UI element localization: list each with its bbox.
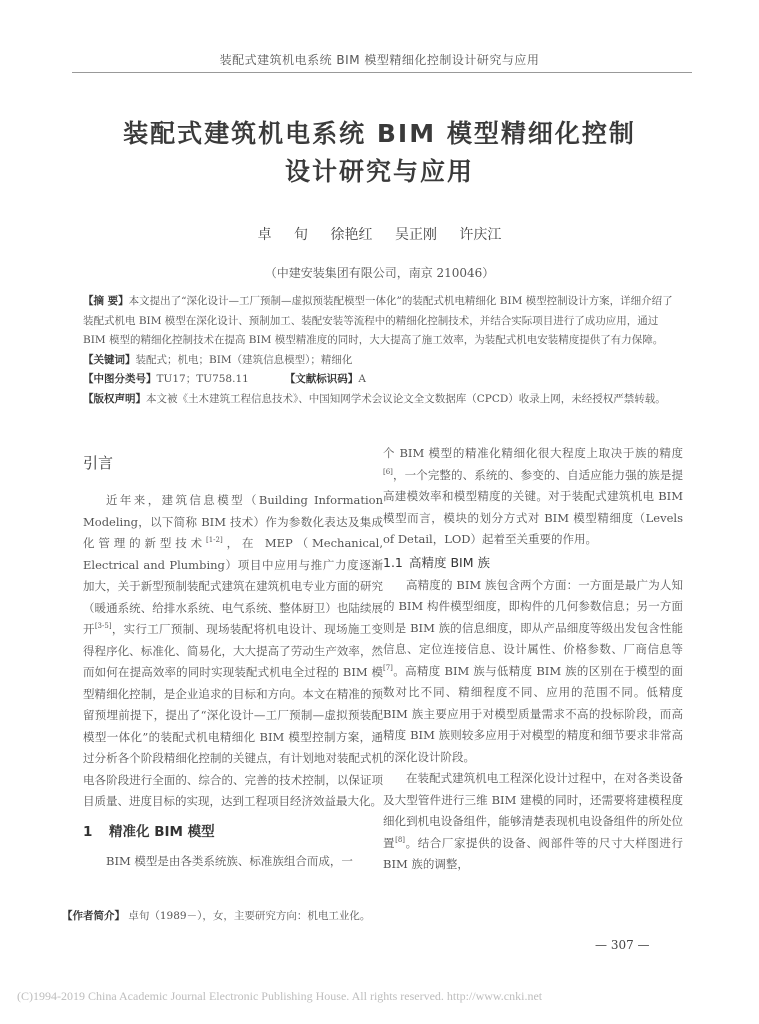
intro-heading: 引言 bbox=[83, 454, 114, 472]
keywords-text: 装配式；机电；BIM（建筑信息模型）；精细化 bbox=[135, 353, 353, 366]
abstract-block bbox=[83, 292, 679, 409]
footer-copyright: (C)1994-2019 China Academic Journal Electronic Publishing House. All rights reserved. http://www.cnki.net bbox=[17, 989, 543, 1003]
page-number: — 307 — bbox=[595, 938, 650, 952]
affiliation: （中建安装集团有限公司，南京 210046） bbox=[264, 266, 495, 280]
author-note bbox=[62, 908, 370, 923]
subsection-number: 1.1 bbox=[383, 554, 403, 570]
author-list: 卓 旬 徐艳红 吴正刚 许庆江 bbox=[257, 227, 502, 243]
author-note-label: 【作者简介】 bbox=[62, 910, 125, 922]
text-run: 。高精度 BIM 族与低精度 BIM 族的区别在于模型的面数对比不同、精细程度不同、应用的范围不同。低精度 BIM 族主要应用于对模型质量需求不高的投标阶段，而高精度 BIM 族则较多应用于对模型的精度和细节要求非常高的深化设计阶段。 bbox=[383, 663, 683, 764]
title-line-2: 设计研究与应用 bbox=[284, 157, 474, 186]
section-1-paragraph: BIM 模型是由各类系统族、标准族组合而成，一 bbox=[106, 853, 353, 868]
abstract-text: 本文提出了“深化设计—工厂预制—虚拟预装配模型一体化”的装配式机电精细化 BIM 模型控制设计方案，详细介绍了装配式机电 BIM 模型在深化设计、预制加工、装配安装等流程中的精细化控制技术，并结合实际项目进行了成功应用，通过 BIM 模型的精细化控制技术在提高 BIM 模型精准度的同时，大大提高了施工效率，为装配式机电安装精度提供了有力保障。 bbox=[83, 295, 673, 346]
paper-title bbox=[0, 115, 759, 191]
author-note-text: 卓旬（1989－），女，主要研究方向：机电工业化。 bbox=[128, 910, 371, 922]
copyright-label: 【版权声明】 bbox=[83, 392, 146, 405]
clc-label: 【中图分类号】 bbox=[83, 373, 157, 385]
text-run: 个 BIM 模型的精准化精细化很大程度上取决于族的精度 bbox=[383, 446, 683, 460]
section-1-heading bbox=[83, 821, 383, 843]
intro-paragraph bbox=[83, 490, 383, 813]
keywords bbox=[83, 351, 679, 371]
text-run: ，一个完整的、系统的、参变的、自适应能力强的族是提高建模效率和模型精度的关键。对于装配式建筑机电 BIM 模型而言，模块的划分方式对 BIM 模型精细度（Levels of Detail，LOD）起着至关重要的作用。 bbox=[383, 467, 683, 546]
keywords-label: 【关键词】 bbox=[83, 353, 136, 366]
subsection-title: 高精度 BIM 族 bbox=[409, 554, 490, 570]
text-run: 高精度的 BIM 族包含两个方面：一方面是最广为人知的 BIM 构件模型细度，即构件的几何参数信息；另一方面则是 BIM 族的信息细度，即从产品细度等级出发包含性能信息、定位连接信息、设计属性、价格参数、厂商信息等 bbox=[383, 577, 683, 656]
paragraph bbox=[383, 575, 683, 769]
citation: [1-2] bbox=[205, 536, 223, 545]
right-column bbox=[383, 443, 683, 876]
doc-code-label: 【文献标识码】 bbox=[284, 373, 359, 385]
citation: [6] bbox=[383, 467, 393, 476]
left-column bbox=[83, 452, 383, 872]
doc-code: A bbox=[358, 373, 366, 385]
title-line-1: 装配式建筑机电系统 BIM 模型精细化控制 bbox=[123, 119, 636, 148]
abstract bbox=[83, 292, 679, 351]
paragraph bbox=[383, 768, 683, 876]
classification bbox=[83, 370, 679, 390]
section-title: 精准化 BIM 模型 bbox=[109, 823, 215, 840]
text-run: ，在 MEP（Mechanical, Electrical and Plumbing）项目中应用与推广力度逐渐加大，关于新型预制装配式建筑在建筑机电专业方面的研究（暖通系统、给排水系统、电气系统、整体厨卫）也陆续展开 bbox=[83, 536, 384, 636]
copyright-statement bbox=[83, 390, 679, 410]
subsection-1-1-heading bbox=[383, 552, 683, 574]
section-number: 1 bbox=[83, 823, 93, 840]
running-head: 装配式建筑机电系统 BIM 模型精细化控制设计研究与应用 bbox=[219, 53, 540, 67]
clc-number: TU17；TU758.11 bbox=[156, 373, 249, 385]
citation: [8] bbox=[395, 835, 406, 844]
text-run: 近年来，建筑信息模型（Building Information Modeling，以下简称 BIM 技术）作为参数化表达及集成化管理的新型技术 bbox=[83, 493, 383, 550]
text-run: 在装配式建筑机电工程深化设计过程中，在对各类设备及大型管件进行三维 BIM 建模的同时，还需要将建模程度细化到机电设备组件，能够清楚表现机电设备组件的所处位置 bbox=[383, 771, 683, 850]
citation: [3-5] bbox=[94, 622, 112, 631]
continued-paragraph bbox=[383, 443, 683, 551]
abstract-label: 【摘 要】 bbox=[83, 295, 129, 307]
text-run: ，实行工厂预制、现场装配将机电设计、现场施工变得程序化、标准化、简易化，大大提高了劳动生产效率，然而如何在提高效率的同时实现装配式机电全过程的 BIM 模型精细化控制，是企业追求的目标和方向。本文在精准的预留预埋前提下，提出了“深化设计—工厂预制—虚拟预装配模型一体化”的装配式机电精细化 BIM 模型控制方案，通过分析各个阶段精细化控制的关键点，有计划地对装配式机电各阶段进行全面的、综合的、完善的技术控制，以保证项目质量、进度目标的实现，达到工程项目经济效益最大化。 bbox=[83, 622, 384, 808]
copyright-text: 本文被《土木建筑工程信息技术》、中国知网学术会议论文全文数据库（CPCD）收录上网，未经授权严禁转载。 bbox=[146, 392, 666, 405]
citation: [7] bbox=[383, 663, 393, 672]
header-rule bbox=[72, 72, 692, 73]
text-run: 。结合厂家提供的设备、阀部件等的尺寸大样图进行 BIM 族的调整， bbox=[383, 835, 684, 871]
